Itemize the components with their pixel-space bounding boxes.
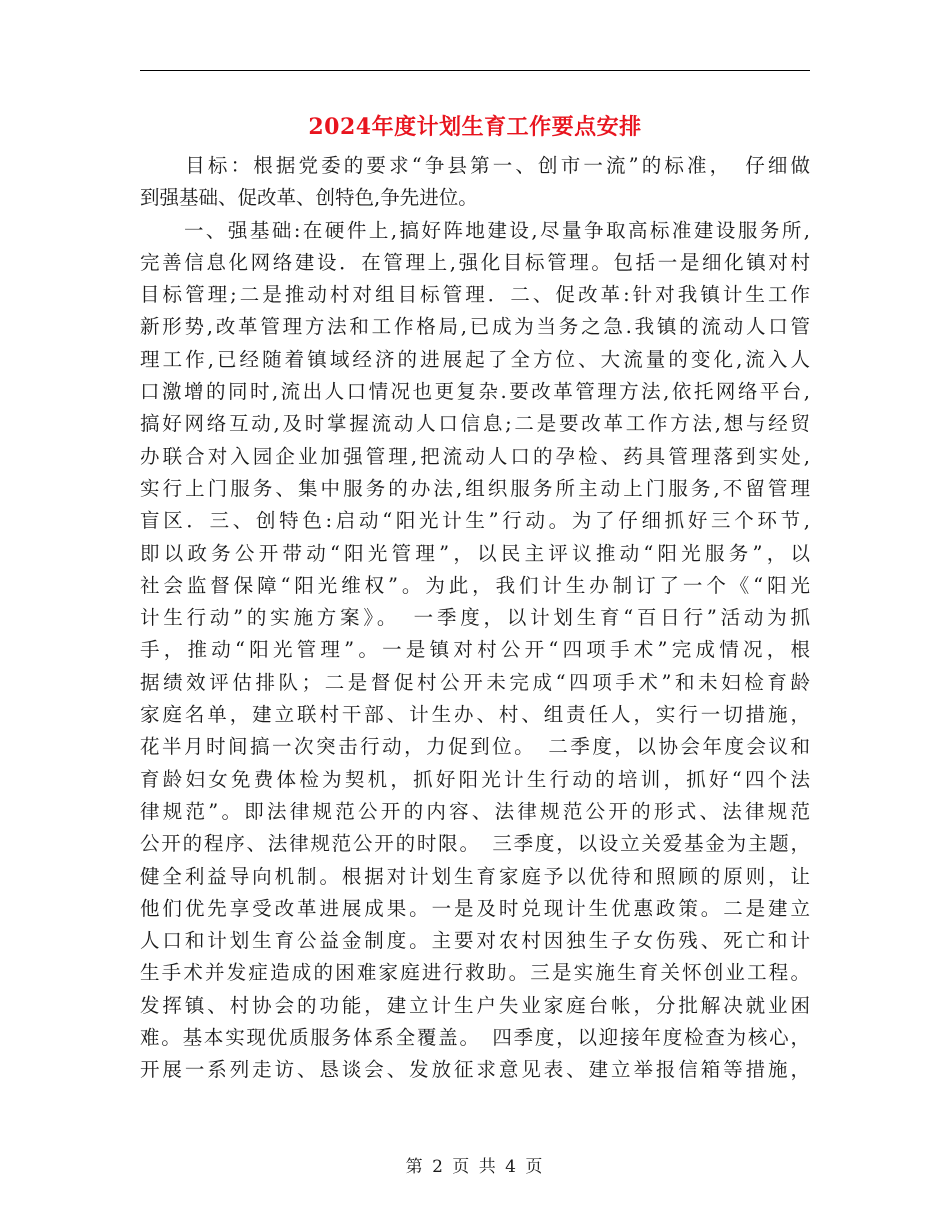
body-line: 开展一系列走访、恳谈会、发放征求意见表、建立举报信箱等措施，	[140, 1058, 810, 1082]
body-line: 即以政务公开带动“阳光管理”，以民主评议推动“阳光服务”，以	[140, 541, 810, 565]
body-line: 难。基本实现优质服务体系全覆盖。 四季度，以迎接年度检查为核心，	[140, 1026, 810, 1050]
body-line: 搞好网络互动,及时掌握流动人口信息;二是要改革工作方法,想与经贸	[140, 412, 810, 436]
body-line: 盲区．三、创特色:启动“阳光计生”行动。为了仔细抓好三个环节,	[140, 509, 810, 533]
page-footer: 第 2 页 共 4 页	[405, 1157, 545, 1177]
body-line: 理工作,已经随着镇域经济的进展起了全方位、大流量的变化,流入人	[140, 347, 810, 371]
body-line: 社会监督保障“阳光维权”。为此，我们计生办制订了一个《“阳光	[140, 573, 810, 597]
body-line: 手，推动“阳光管理”。一是镇对村公开“四项手术”完成情况，根	[140, 638, 810, 662]
body-line: 发挥镇、村协会的功能，建立计生户失业家庭台帐，分批解决就业困	[140, 993, 810, 1017]
document-body	[140, 150, 810, 1087]
body-line: 人口和计划生育公益金制度。主要对农村因独生子女伤残、死亡和计	[140, 929, 810, 953]
body-line: 一、强基础:在硬件上,搞好阵地建设,尽量争取高标准建设服务所,	[140, 218, 810, 242]
body-line: 育龄妇女免费体检为契机，抓好阳光计生行动的培训，抓好“四个法	[140, 767, 810, 791]
body-line: 目标管理;二是推动村对组目标管理．二、促改革:针对我镇计生工作	[140, 283, 810, 307]
document-title: 2024年度计划生育工作要点安排	[308, 114, 642, 140]
body-line: 健全利益导向机制。根据对计划生育家庭予以优待和照顾的原则，让	[140, 864, 810, 888]
body-line: 口激增的同时,流出人口情况也更复杂.要改革管理方法,依托网络平台,	[140, 380, 810, 404]
body-line: 公开的程序、法律规范公开的时限。 三季度，以设立关爱基金为主题，	[140, 832, 810, 856]
body-line: 实行上门服务、集中服务的办法,组织服务所主动上门服务,不留管理	[140, 476, 810, 500]
body-line: 新形势,改革管理方法和工作格局,已成为当务之急.我镇的流动人口管	[140, 315, 810, 339]
body-line: 办联合对入园企业加强管理,把流动人口的孕检、药具管理落到实处,	[140, 444, 810, 468]
body-line: 计生行动”的实施方案》。 一季度，以计划生育“百日行”活动为抓	[140, 606, 810, 630]
header-rule	[140, 70, 810, 71]
body-line: 家庭名单，建立联村干部、计生办、村、组责任人，实行一切措施，	[140, 703, 810, 727]
body-line: 据绩效评估排队；二是督促村公开未完成“四项手术”和未妇检育龄	[140, 670, 810, 694]
body-line: 花半月时间搞一次突击行动，力促到位。 二季度，以协会年度会议和	[140, 735, 810, 759]
body-line: 律规范”。即法律规范公开的内容、法律规范公开的形式、法律规范	[140, 799, 810, 823]
body-line: 到强基础、促改革、创特色,争先进位。	[140, 186, 478, 210]
body-line: 目标：根据党委的要求“争县第一、创市一流”的标准， 仔细做	[140, 154, 810, 177]
body-line: 完善信息化网络建设．在管理上,强化目标管理。包括一是细化镇对村	[140, 250, 810, 274]
body-line: 他们优先享受改革进展成果。一是及时兑现计生优惠政策。二是建立	[140, 896, 810, 920]
body-line: 生手术并发症造成的困难家庭进行救助。三是实施生育关怀创业工程。	[140, 961, 810, 985]
